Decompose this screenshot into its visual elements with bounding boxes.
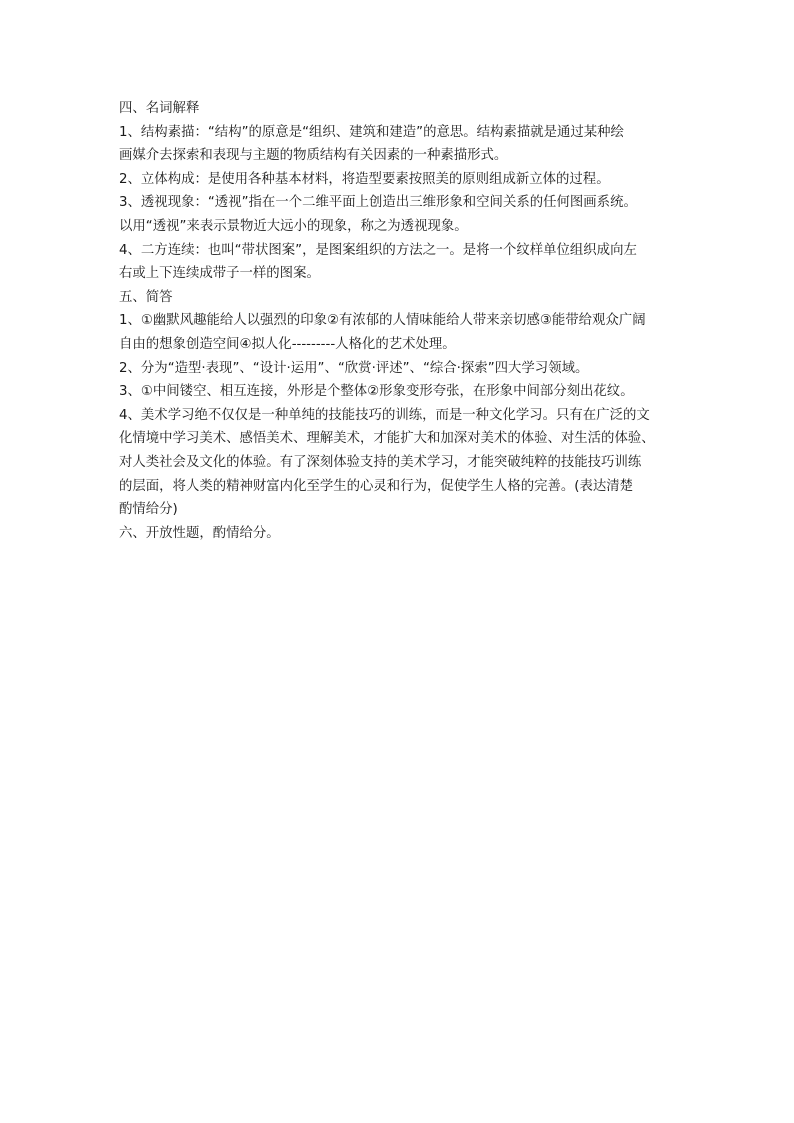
answer-item-4: 4、美术学习绝不仅仅是一种单纯的技能技巧的训练，而是一种文化学习。只有在广泛的文 化情境中学习美术、感悟美术、理解美术，才能扩大和加深对美术的体验、对生活的体验、 对人类社会及文化的体验。有了深刻体验支持的美术学习，才能突破纯粹的技能技巧训练 的层面，将人类的精神财富内化至学生的心灵和行为，促使学生人格的完善。(表达清楚 酌情给分) <box>119 407 655 518</box>
section-heading-6: 六、开放性题，酌情给分。 <box>119 525 280 541</box>
section-heading-5: 五、简答 <box>119 289 173 305</box>
answer-item-1: 1、①幽默风趣能给人以强烈的印象②有浓郁的人情味能给人带来亲切感③能带给观众广阔 自由的想象创造空间④拟人化---------人格化的艺术处理。 <box>119 313 646 352</box>
document-body <box>119 97 679 545</box>
term-item-3: 3、透视现象：“透视”指在一个二维平面上创造出三维形象和空间关系的任何图画系统。 以用“透视”来表示景物近大远小的现象，称之为透视现象。 <box>119 195 637 234</box>
section-heading-4: 四、名词解释 <box>119 101 200 116</box>
term-item-2: 2、立体构成：是使用各种基本材料，将造型要素按照美的原则组成新立体的过程。 <box>119 171 610 187</box>
answer-item-2: 2、分为“造型·表现”、“设计·运用”、“欣赏·评述”、“综合·探索”四大学习领域。 <box>119 360 589 376</box>
answer-item-3: 3、①中间镂空、相互连接，外形是个整体②形象变形夸张，在形象中间部分刻出花纹。 <box>119 384 634 400</box>
term-item-4: 4、二方连续：也叫“带状图案”，是图案组织的方法之一。是将一个纹样单位组织成向左 右或上下连续成带子一样的图案。 <box>119 242 637 282</box>
term-item-1: 1、结构素描：“结构”的原意是“组织、建筑和建造”的意思。结构素描就是通过某种绘 画媒介去探索和表现与主题的物质结构有关因素的一种素描形式。 <box>119 124 624 164</box>
